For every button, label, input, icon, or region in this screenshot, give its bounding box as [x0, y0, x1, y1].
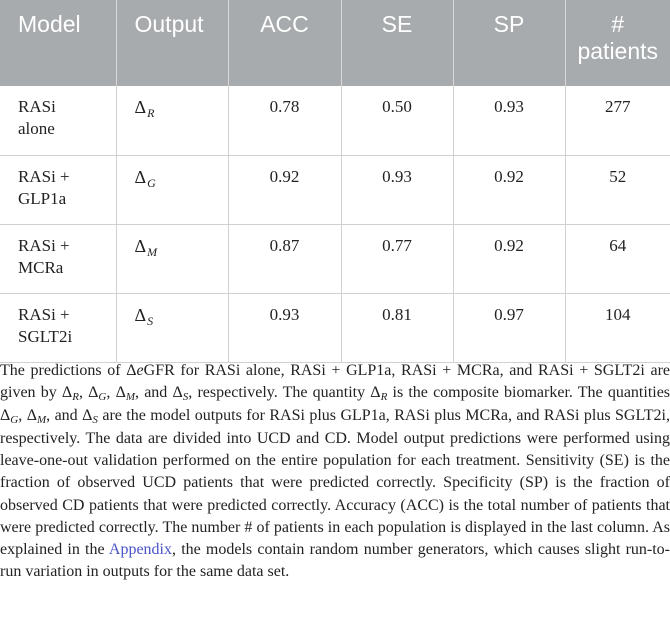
header-patients — [565, 0, 670, 86]
model-line-1: RASi — [18, 97, 56, 116]
caption-italic-e: e — [136, 362, 144, 379]
caption-subscript: G — [98, 391, 107, 404]
caption-subscript: R — [72, 391, 79, 404]
delta-subscript: S — [147, 313, 154, 328]
table-body — [0, 86, 670, 362]
caption-delta: Δ — [0, 407, 11, 425]
header-row — [0, 0, 670, 86]
cell-se: 0.77 — [341, 224, 453, 293]
cell-output — [116, 293, 228, 362]
caption-span: is the composite biomarker. The quantities — [387, 384, 670, 402]
caption-delta: Δ — [88, 384, 99, 402]
cell-acc: 0.92 — [228, 155, 341, 224]
caption-delta: Δ — [172, 384, 183, 402]
cell-model — [0, 155, 116, 224]
header-patients-hash: # — [611, 11, 625, 37]
header-acc: ACC — [228, 0, 341, 86]
caption-delta: Δ — [126, 362, 137, 379]
cell-acc: 0.87 — [228, 224, 341, 293]
table-caption — [0, 360, 670, 583]
caption-subscript: G — [10, 414, 19, 427]
delta-symbol: Δ — [134, 166, 147, 187]
appendix-link[interactable]: Appendix — [108, 540, 172, 558]
caption-span: , respectively. The quantity — [188, 384, 371, 402]
cell-acc: 0.93 — [228, 293, 341, 362]
table-header — [0, 0, 670, 86]
caption-span: , and — [46, 407, 83, 425]
caption-span: , and — [135, 384, 173, 402]
table-row — [0, 293, 670, 362]
caption-span: , the models contain random number generators, which causes slight run-to-run variation in outputs for the same data set. — [0, 540, 670, 580]
caption-subscript: R — [380, 391, 388, 404]
cell-sp: 0.92 — [453, 224, 565, 293]
caption-delta: Δ — [115, 384, 126, 402]
cell-model — [0, 224, 116, 293]
caption-subscript: M — [125, 391, 136, 404]
cell-output — [116, 224, 228, 293]
cell-se: 0.93 — [341, 155, 453, 224]
caption-delta: Δ — [370, 384, 381, 402]
caption-subscript: M — [36, 414, 47, 427]
cell-output — [116, 86, 228, 155]
model-line-2: alone — [18, 119, 55, 138]
model-line-1: RASi + — [18, 166, 70, 186]
caption-delta: Δ — [82, 407, 93, 425]
table-row — [0, 155, 670, 224]
model-line-2: GLP1a — [18, 188, 67, 208]
delta-symbol: Δ — [134, 304, 147, 325]
delta-subscript: R — [147, 106, 155, 120]
cell-se: 0.50 — [341, 86, 453, 155]
header-se: SE — [341, 0, 453, 86]
header-model: Model — [0, 0, 116, 86]
cell-model — [0, 86, 116, 155]
caption-subscript: S — [182, 391, 189, 404]
caption-span: , — [106, 384, 116, 402]
table-row — [0, 86, 670, 155]
model-line-2: SGLT2i — [18, 326, 73, 346]
caption-span: are the model outputs for RASi plus GLP1a, RASi plus MCRa, and RASi plus SGLT2i, respectively. The data are divided into UCD and CD. Model output predictions were performed using leave-one-out validation performed on the entire population for each treatment. Sensitivity (SE) is the fraction of observed UCD patients that were predicted correctly. Specificity (SP) is the fraction of observed CD patients that were predicted correctly. Accuracy (ACC) is the total number of patients that were predicted correctly. The number # of patients in each population is displayed in the last column. As explained in the — [0, 407, 670, 558]
cell-sp: 0.92 — [453, 155, 565, 224]
cell-patients: 52 — [565, 155, 670, 224]
delta-subscript: G — [147, 175, 156, 190]
header-output: Output — [116, 0, 228, 86]
caption-span: , — [78, 384, 89, 402]
cell-sp: 0.97 — [453, 293, 565, 362]
delta-symbol: Δ — [134, 235, 147, 256]
cell-se: 0.81 — [341, 293, 453, 362]
caption-span: The predictions of — [0, 362, 127, 379]
caption-delta: Δ — [26, 407, 37, 425]
cell-model — [0, 293, 116, 362]
header-patients-word: patients — [577, 38, 659, 64]
table-row — [0, 224, 670, 293]
cell-output — [116, 155, 228, 224]
model-line-2: MCRa — [18, 257, 64, 277]
caption-subscript: S — [92, 414, 98, 427]
cell-acc: 0.78 — [228, 86, 341, 155]
header-sp: SP — [453, 0, 565, 86]
delta-subscript: M — [147, 244, 158, 259]
cell-patients: 277 — [565, 86, 670, 155]
caption-span: , — [18, 407, 27, 425]
cell-patients: 64 — [565, 224, 670, 293]
model-line-1: RASi + — [18, 235, 70, 255]
caption-text — [0, 360, 670, 583]
delta-symbol: Δ — [134, 97, 147, 117]
cell-sp: 0.93 — [453, 86, 565, 155]
caption-span: GFR for RASi alone, RASi + GLP1a, RASi + MCRa, and RASi + SGLT2i are given by — [0, 362, 670, 402]
caption-delta: Δ — [61, 384, 73, 402]
model-line-1: RASi + — [18, 304, 70, 324]
cell-patients: 104 — [565, 293, 670, 362]
